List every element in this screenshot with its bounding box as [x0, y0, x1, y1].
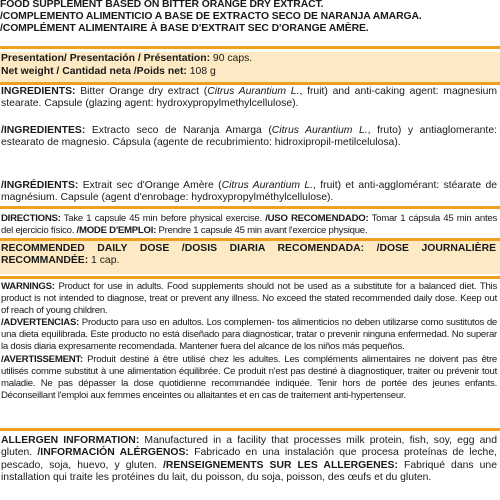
allergen-en-label: ALLERGEN INFORMATION: — [1, 435, 140, 446]
ingredients-en-label: INGREDIENTS: — [1, 86, 76, 97]
presentation-value: 90 caps. — [210, 53, 253, 64]
allergen-block — [0, 435, 497, 485]
net-weight-label: Net weight / Cantidad neta /Poids net: — [1, 66, 187, 77]
divider-rule — [0, 206, 500, 209]
ingredients-es-post: , fruto) y antiaglomerante: estearato de magnesio. Cápsula (agente de recubrimiento: hidroxipropil-metilcelulosa). — [1, 125, 497, 149]
daily-dose-block — [0, 241, 500, 274]
directions-en-label: DIRECTIONS: — [1, 213, 61, 224]
daily-dose-value: 1 cap. — [88, 255, 120, 267]
ingredients-fr-latin: Citrus Aurantium L. — [221, 180, 314, 191]
net-weight-line — [0, 65, 500, 78]
ingredients-fr-pre: Extrait sec d'Orange Amère ( — [78, 180, 222, 191]
warnings-en-label: WARNINGS: — [1, 281, 55, 292]
divider-rule — [0, 82, 500, 85]
warnings-block — [0, 281, 497, 402]
divider-rule — [0, 428, 500, 431]
ingredients-en-pre: Bitter Orange dry extract ( — [75, 86, 208, 97]
directions-en-text: Take 1 capsule 45 min before physical exercise. — [60, 213, 266, 224]
allergen-es-label: /INFORMACIÓN ALÉRGENOS: — [37, 447, 189, 459]
presentation-label: Presentation/ Presentación / Présentation: — [1, 53, 211, 64]
ingredients-es-latin: Citrus Aurantium L. — [271, 125, 368, 136]
allergen-fr-label: /RENSEIGNEMENTS SUR LES ALLERGENES: — [163, 459, 398, 471]
ingredients-fr-post: , fruit) et anti-agglomérant: stéarate de magnésium. Capsule (agent d'enrobage: hydroxypropylméthylcellulose). — [1, 180, 498, 204]
ingredients-es-pre: Extracto seco de Naranja Amarga ( — [85, 125, 272, 136]
ingredients-es-label: /INGREDIENTES: — [1, 125, 86, 136]
warnings-es-label: /ADVERTENCIAS: — [1, 317, 80, 329]
ingredients-en — [0, 86, 497, 111]
product-header — [0, 0, 500, 47]
divider-rule — [0, 46, 500, 49]
directions-es-text: Tomar 1 cápsula 45 min antes del ejercicio físico. — [1, 213, 497, 237]
allergen-fr-text: Fabriqué dans une installation qui traite les protéines du lait, du poisson, du soja, poisson, des œufs et du gluten. — [1, 459, 497, 484]
warnings-fr-label: /AVERTISSEMENT: — [1, 353, 83, 365]
divider-rule — [0, 276, 500, 279]
directions-fr-text: Prendre 1 capsule 45 min avant l'exercice physique. — [156, 225, 368, 237]
header-line-es: /COMPLEMENTO ALIMENTICIO A BASE DE EXTRACTO SECO DE NARANJA AMARGA. — [0, 11, 422, 22]
daily-dose-label: RECOMMENDED DAILY DOSE /DOSIS DIARIA RECOMENDADA: /DOSE JOURNALIÈRE RECOMMANDÉE: — [1, 243, 496, 267]
directions-es-label: /USO RECOMENDADO: — [265, 213, 369, 224]
ingredients-en-latin: Citrus Aurantium L. — [207, 86, 300, 97]
ingredients-es — [0, 125, 497, 150]
presentation-line — [0, 52, 500, 65]
warnings-fr-text: Produit destiné à être utilisé chez les adultes. Les compléments alimentaires ne doivent pas être utilisés comme substitut à une alimentation équilibrée. Ce produit n'est pas destiné à diagnostiquer, traiter ou prévenir tout maladie. Ne pas dépasser la dose quotidienne recommandée indiquée. Tenir hors de portée des jeunes enfants. Déconseillant l'emploi aux femmes enceintes ou allaitantes et en cas de traitement anti-hypertenseur. — [1, 353, 497, 401]
warnings-en-text: Product for use in adults. Food supplements should not be used as a substitute for a balanced diet. This product is not intended to diagnose, treat or prevent any illness. No exceed the stated recommended daily dose. Keep out of reach of young children. — [1, 281, 497, 317]
ingredients-fr-label: /INGRÉDIENTS: — [1, 180, 79, 191]
directions-block — [0, 213, 497, 237]
allergen-es-text: Fabricado en una instalación que procesa proteínas de leche, pescado, soja, huevo, y gluten. — [1, 447, 497, 471]
ingredients-fr — [0, 180, 497, 205]
header-line-en: FOOD SUPPLEMENT BASED ON BITTER ORANGE DRY EXTRACT. — [0, 0, 324, 10]
allergen-en-text: Manufactured in a facility that processes milk protein, fish, soy, egg and gluten. — [1, 435, 497, 459]
ingredients-en-post: , fruit) and anti-caking agent: magnesium stearate. Capsule (glazing agent: hydroxypropylmethylcellulose). — [1, 86, 498, 110]
header-line-fr: /COMPLÉMENT ALIMENTAIRE À BASE D'EXTRAIT SEC D'ORANGE AMÈRE. — [0, 23, 369, 34]
warnings-es-text: Producto para uso en adultos. Los complemen- tos alimenticios no deben utilizarse como sustitutos de una dieta equilibrada. Este producto no está diseñado para diagnosticar, tratar o prevenir ninguna enfermedad. No superar la dosis diaria expresamente recomendada. Mantener fuera del alcance de los niños más pequeños. — [1, 317, 497, 353]
presentation-block — [0, 52, 500, 82]
directions-fr-label: /MODE D'EMPLOI: — [76, 225, 157, 237]
net-weight-value: 108 g — [186, 66, 216, 77]
